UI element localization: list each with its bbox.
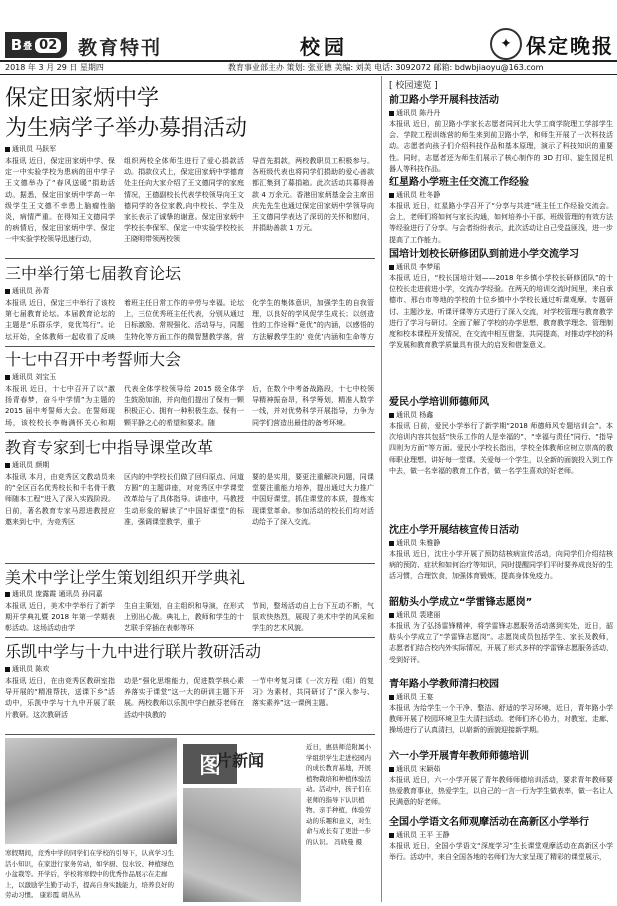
section-badge bbox=[5, 32, 67, 58]
brief-byline bbox=[389, 538, 613, 549]
headline-line2: 为生病学子举办募捐活动 bbox=[5, 116, 248, 141]
brief-item bbox=[389, 524, 613, 596]
article3-headline: 十七中召开中考誓师大会 bbox=[5, 350, 182, 369]
photo-news-label: 片新闻 bbox=[216, 751, 265, 770]
byline-text: 通讯员 颜期 bbox=[12, 461, 50, 469]
newspaper-logo bbox=[490, 28, 614, 60]
byline-text: 通讯员 庞露霞 通讯员 孙同嘉 bbox=[12, 590, 103, 598]
brief-title: 国培计划校长研修团队到前进小学交流学习 bbox=[389, 249, 579, 260]
page-header bbox=[0, 0, 617, 64]
byline-text: 通讯员 杜冬静 bbox=[396, 191, 441, 199]
dept-line: 教育事业部主办 策划: 张亚德 美编: 刘美 电话: 3092072 邮箱: bdwbjiaoyu@163.com bbox=[228, 63, 544, 72]
article6-col1: 本报讯 近日，在由竞秀区教研室指导开展的“精准帮扶，送课下乡”活动中，乐凯中学与十九中开展了联片教研。这次教研活 bbox=[5, 677, 115, 719]
byline-text: 通讯员 刘宝玉 bbox=[12, 373, 57, 381]
byline-marker bbox=[389, 413, 394, 418]
brief-item bbox=[389, 94, 613, 176]
photo-right-image bbox=[183, 788, 301, 902]
section-suffix: 叠 bbox=[23, 41, 33, 52]
brief-byline bbox=[389, 764, 613, 775]
byline-text: 通讯员 朱雅静 bbox=[396, 539, 441, 547]
byline-text: 通讯员 宋颖茹 bbox=[396, 765, 441, 773]
byline-marker bbox=[389, 833, 394, 838]
brief-body: 本报讯 为给学生一个干净、整洁、舒适的学习环境，近日，青年路小学教师开展了校园环境卫生大清扫活动。老师们齐心协力，对教室、走廊、操场进行了认真清扫，以崭新的面貌迎接新学期。 bbox=[389, 704, 613, 735]
brief-title: 红星路小学班主任交流工作经验 bbox=[389, 177, 529, 188]
byline-text: 通讯员 杨鑫 bbox=[396, 411, 434, 419]
byline-marker bbox=[389, 265, 394, 270]
brief-item bbox=[389, 816, 613, 892]
byline-text: 通讯员 王平 王静 bbox=[396, 831, 450, 839]
article6-col2: 动是“强化思维能力，促进数学核心素养落实于课堂”这一大的研训主题下开展。两校教师以乐凯中学白献芬老师在活动中执教的 bbox=[124, 677, 244, 719]
brief-title: 前卫路小学开展科技活动 bbox=[389, 95, 499, 106]
brief-body: 本报讯 近日，“校长国培计划——2018 年乡镇小学校长研修团队”的十位校长走进前进小学，交流办学经验。在两天的培训交流时间里，来自承德市、邢台市等地的学校的十位乡镇中小学校长通过听课观摩、专题研讨、主题沙龙、听课评课等方式进行了深入交流，对学校管理与教育教学进行了学习与研讨。全面了解了学校的办学思想、教育教学理念、管理制度和校本课程开发情况，在交流中相互借鉴，共同提高，对推动学校的科学发展和教育教学质量具有很大的启发和借鉴意义。 bbox=[389, 274, 613, 350]
brief-byline bbox=[389, 610, 613, 621]
edu-supplement-title: 教育特刊 bbox=[78, 37, 163, 59]
divider bbox=[5, 346, 375, 347]
column-divider bbox=[381, 76, 382, 902]
byline-text: 通讯员 王宴 bbox=[396, 693, 434, 701]
logo-text: 保定晚报 bbox=[526, 33, 614, 58]
byline-text: 通讯员 马跃军 bbox=[12, 145, 57, 153]
brief-byline bbox=[389, 692, 613, 703]
article3-col3: 后，在数个中考备战路段，十七中校领导精神振奋昂，科学筹划，精准人数学一线，并对优势科学开展指导，力争为同学们营造出最佳的备考环境。 bbox=[252, 385, 374, 427]
article2-col1: 本报讯 近日，保定三中举行了该校第七届教育论坛。本届教育论坛的主题是“乐群乐学，竞优笃行”。论坛开始，全体教师一起收看了反映 bbox=[5, 299, 115, 341]
brief-item bbox=[389, 750, 613, 816]
article1-col3: 导首先捐款，两校教职员工积极参与。各班级代表也将同学们捐助的爱心善款都汇集到了募捐箱。此次活动共募得善款 4 万余元。香港田家炳基金会主席田庆先先生也通过保定田家炳中学领导向王文德同学表达了深切的关怀和慰问，并捐助善款 1 万元。 bbox=[252, 157, 374, 233]
byline-text: 通讯员 孙青 bbox=[12, 287, 50, 295]
byline-marker bbox=[389, 111, 394, 116]
brief-item bbox=[389, 678, 613, 750]
divider bbox=[5, 734, 375, 735]
article1-col2: 组织两校全体师生进行了爱心捐款活动。捐款仪式上，保定田家炳中学德育处主任向大家介绍了王文德同学的家庭情况，王德副校长代表学校领导向王文德同学的各位家教,向中校长、学生及家长表示了诚挚的谢意。保定田家炳中学校长李保军、保定一中实验学校校长王晓明带领两校领 bbox=[124, 157, 244, 244]
divider bbox=[5, 432, 375, 433]
brief-body: 本报讯 为了弘扬雷锋精神，将学雷锋志愿服务活动落到实处，近日，韶舫头小学成立了“学雷锋志愿岗”。志愿岗成员包括学生、家长及教师，志愿者们结合校内外实际情况，开展了形式多样的学雷锋志愿服务活动，受到好评。 bbox=[389, 622, 613, 664]
article2-headline: 三中举行第七届教育论坛 bbox=[5, 264, 182, 283]
byline-marker bbox=[389, 541, 394, 546]
photo-right-caption: 近日，惠县师范附属小学组织学生走进校园内的成长教育基地，开展植物栽培和种植体验活动。活动中，孩子们在老师的指导下认识植物、亲手种植，体验劳动的乐趣和意义，对生命与成长有了更进一步的认识。 冯晓曼 摄 bbox=[306, 743, 371, 846]
byline-text: 通讯员 李梦瑶 bbox=[396, 263, 441, 271]
headline-line1: 保定田家炳中学 bbox=[5, 86, 160, 111]
byline-marker bbox=[5, 592, 10, 597]
right-column-list bbox=[389, 94, 613, 902]
byline-marker bbox=[5, 289, 10, 294]
page-number: 02 bbox=[35, 38, 61, 53]
brief-body: 本报讯 近日，沈庄小学开展了预防结核病宣传活动，向同学们介绍结核病的预防、症状和如何治疗等知识，同时提醒同学们平时要养成良好的生活习惯，合理饮食，加强体育锻炼，提高身体免疫力。 bbox=[389, 550, 613, 581]
brief-byline bbox=[389, 410, 613, 421]
article3-byline bbox=[5, 372, 56, 383]
byline-marker bbox=[5, 463, 10, 468]
brief-body: 本报讯 近日，六一小学开展了青年教师师德培训活动，要求青年教师要热爱教育事业，热爱学生，以自己的一言一行为学生做表率，做一名让人民满意的好老师。 bbox=[389, 776, 613, 807]
byline-marker bbox=[389, 695, 394, 700]
photo-news-label-icon: 图 bbox=[183, 744, 237, 784]
article1-col1: 本报讯 近日，保定田家炳中学、保定一中实验学校为患病的田中学子王文德举办了“春风送暖”捐助活动。据悉，保定田家炳中学高一年级学生王文德不幸患上脑瘤性脑炎，病情严重。在得知王文德同学的病情后，保定田家炳中学、保定一中实验学校领导迅速行动， bbox=[5, 157, 115, 244]
byline-marker bbox=[389, 613, 394, 618]
brief-body: 本报讯 日前，爱民小学举行了新学期“2018 师德师风专题培训会”。本次培训内容共包括“快乐工作的人是幸福的”、“幸福与责任”同行、“指导四则为方面”等方面。爱民小学校长指出，学校全体教师应树立崇高的教师职业理想、讲好每一堂课、关爱每一个学生，以全新的面貌投入到工作中去，做一名幸福的教育工作者，做一名学生喜欢的好老师。 bbox=[389, 422, 613, 475]
photo-left bbox=[5, 738, 177, 844]
divider bbox=[5, 637, 375, 638]
article6-col3: 一节中考复习课《一次方程（组）的复习》为素材，共同研讨了“深入参与、落实素养”这一课例主题。 bbox=[252, 677, 374, 708]
brief-body: 本报讯 近日，全国小学语文“深度学习”生长课堂观摩活动在高新区小学举行。活动中，来自全国各地的名师们为大家呈现了精彩的课堂展示， bbox=[389, 842, 613, 862]
brief-title: 爱民小学培训师德师风 bbox=[389, 397, 489, 408]
byline-marker bbox=[389, 193, 394, 198]
article1-byline bbox=[5, 144, 56, 155]
article2-col2: 着班主任日常工作的辛劳与幸福。论坛上，三位优秀班主任代表，分别从通过日标激励、常规强化、活动导与，同题生特化等方面工作的微智慧教学落，营 bbox=[124, 299, 244, 341]
article5-col2: 生自主策划，自主组织和导演，在形式上别出心裁。典礼上，教师和学生的十艺联手穿插在表彰等环 bbox=[124, 602, 244, 633]
article5-col3: 节间，整场活动自上台下互动不断，气氛欢快热烈，展现了美术中学的风采和学生的艺术风貌。 bbox=[252, 602, 374, 633]
article4-col2: 区内的中学校长们做了回归原点、问道方圆”的主题讲座，对竞秀区中学课堂改革给与了具体指导。讲座中，马教授生动形象的解读了“中国好课堂”的标准，强调课堂教学，重于 bbox=[124, 473, 244, 526]
brief-item bbox=[389, 396, 613, 524]
divider bbox=[5, 258, 375, 259]
article2-byline bbox=[5, 286, 49, 297]
brief-title: 全国小学语文名师观摩活动在高新区小学举行 bbox=[389, 817, 589, 828]
byline-text: 通讯员 陈欢 bbox=[12, 665, 50, 673]
article2-col3: 化学生的集体意识，加强学生的自我管理，以良好的学风促学生成长；以创造性的工作诠释“竟优”的内涵，以感悟的方法解教学生的‘ 竞优’内涵和生命等方 bbox=[252, 299, 374, 341]
article4-byline bbox=[5, 460, 49, 471]
brief-byline bbox=[389, 108, 613, 119]
right-column-section: [ 校园速览 ] bbox=[389, 81, 438, 91]
meta-bar bbox=[0, 60, 617, 75]
article5-byline bbox=[5, 589, 103, 600]
brief-byline bbox=[389, 190, 613, 201]
brief-body: 本报讯 近日，红星路小学召开了“分享与共进”班主任工作经验交流会。会上，老师们将如何与家长沟通，如何培养小干部，班级管理的有效方法等经验进行了分享。与会者纷纷表示，此次活动让自己受益匪浅，进一步提高了工作能力。 bbox=[389, 202, 613, 244]
brief-title: 沈庄小学开展结核宣传日活动 bbox=[389, 525, 519, 536]
brief-item bbox=[389, 596, 613, 678]
article6-headline: 乐凯中学与十九中进行联片教研活动 bbox=[5, 642, 262, 661]
brief-title: 韶舫头小学成立“学雷锋志愿岗” bbox=[389, 597, 533, 608]
brief-title: 六一小学开展青年教师师德培训 bbox=[389, 751, 529, 762]
brief-body: 本报讯 近日，前卫路小学家长志愿者同河北大学工商学院理工学部学生会、学院工程训练营的师生来到前卫路小学，和师生开展了一次科技活动。志愿者向孩子们介绍科技作品和基本原理，演示了科技知识的重要性。同时，志愿者还为师生们展示了核心制作的 3D 打印、旋生园足机器人等科技作品。 bbox=[389, 120, 613, 173]
issue-date: 2018 年 3 月 29 日 星期四 bbox=[5, 63, 104, 72]
section-code: B bbox=[10, 36, 23, 54]
byline-marker bbox=[389, 767, 394, 772]
brief-byline bbox=[389, 830, 613, 841]
brief-item bbox=[389, 248, 613, 396]
photo-left-caption: 寒假期间，竞秀中学的同学们在学校的引导下，认真学习生活小知识，在家进行家务劳动，如学厨、包水饺、种植绿色小盆栽等。开学后，学校将寒假中的优秀作品展示在走廊上，以激励学生勤于动手，提高自身实践能力，培养良好的劳动习惯。 康彩霞 胡丛丛 bbox=[5, 849, 174, 899]
section-title: 校园 bbox=[300, 35, 348, 59]
article4-col3: 要的是实用，要更注重解决问题，同课堂要注重能力培养，提出通过大力推广中国好课堂，抓住课堂的本质，提炼实现课堂革命。参加活动的校长们均对活动给予了深入交流。 bbox=[252, 473, 374, 526]
byline-marker bbox=[5, 667, 10, 672]
byline-text: 通讯员 陈丹丹 bbox=[396, 109, 441, 117]
article5-col1: 本报讯 近日，美术中学举行了新学期开学典礼暨 2018 年第一学期表彰活动。这场活动由学 bbox=[5, 602, 115, 633]
byline-marker bbox=[5, 375, 10, 380]
article3-col2: 代表全体学校领导给 2015 级全体学生鼓励加油，并向他们提出了保有一颗积极正心、拥有一种积极生态、保有一颗平静之心的希望和要求。随 bbox=[124, 385, 244, 427]
brief-title: 青年路小学教师清扫校园 bbox=[389, 679, 499, 690]
article1-headline bbox=[5, 84, 247, 144]
article4-headline: 教育专家到七中指导课堂改革 bbox=[5, 438, 214, 457]
byline-text: 通讯员 裴建丽 bbox=[396, 611, 441, 619]
divider bbox=[5, 563, 375, 564]
photo-left-image bbox=[5, 738, 177, 844]
article6-byline bbox=[5, 664, 49, 675]
article4-col1: 本报讯 本月，由竞秀区文教动员来的“全区百名优秀校长和千名骨干教师随本工程”进入了深入实践阶段。日前，著名教育专家马恩进教授应邀来到七中，为竞秀区 bbox=[5, 473, 115, 526]
article3-col1: 本报讯 近日，十七中召开了以“激扬青春梦，奋斗中学情”为主题的 2015 届中考誓师大会。在誓师现场，该校校长李梅满怀关心和期 bbox=[5, 385, 115, 427]
brief-byline bbox=[389, 262, 613, 273]
logo-icon: ✦ bbox=[490, 28, 522, 60]
photo-right bbox=[183, 788, 301, 902]
article5-headline: 美术中学让学生策划组织开学典礼 bbox=[5, 568, 246, 587]
byline-marker bbox=[5, 147, 10, 152]
brief-item bbox=[389, 176, 613, 248]
